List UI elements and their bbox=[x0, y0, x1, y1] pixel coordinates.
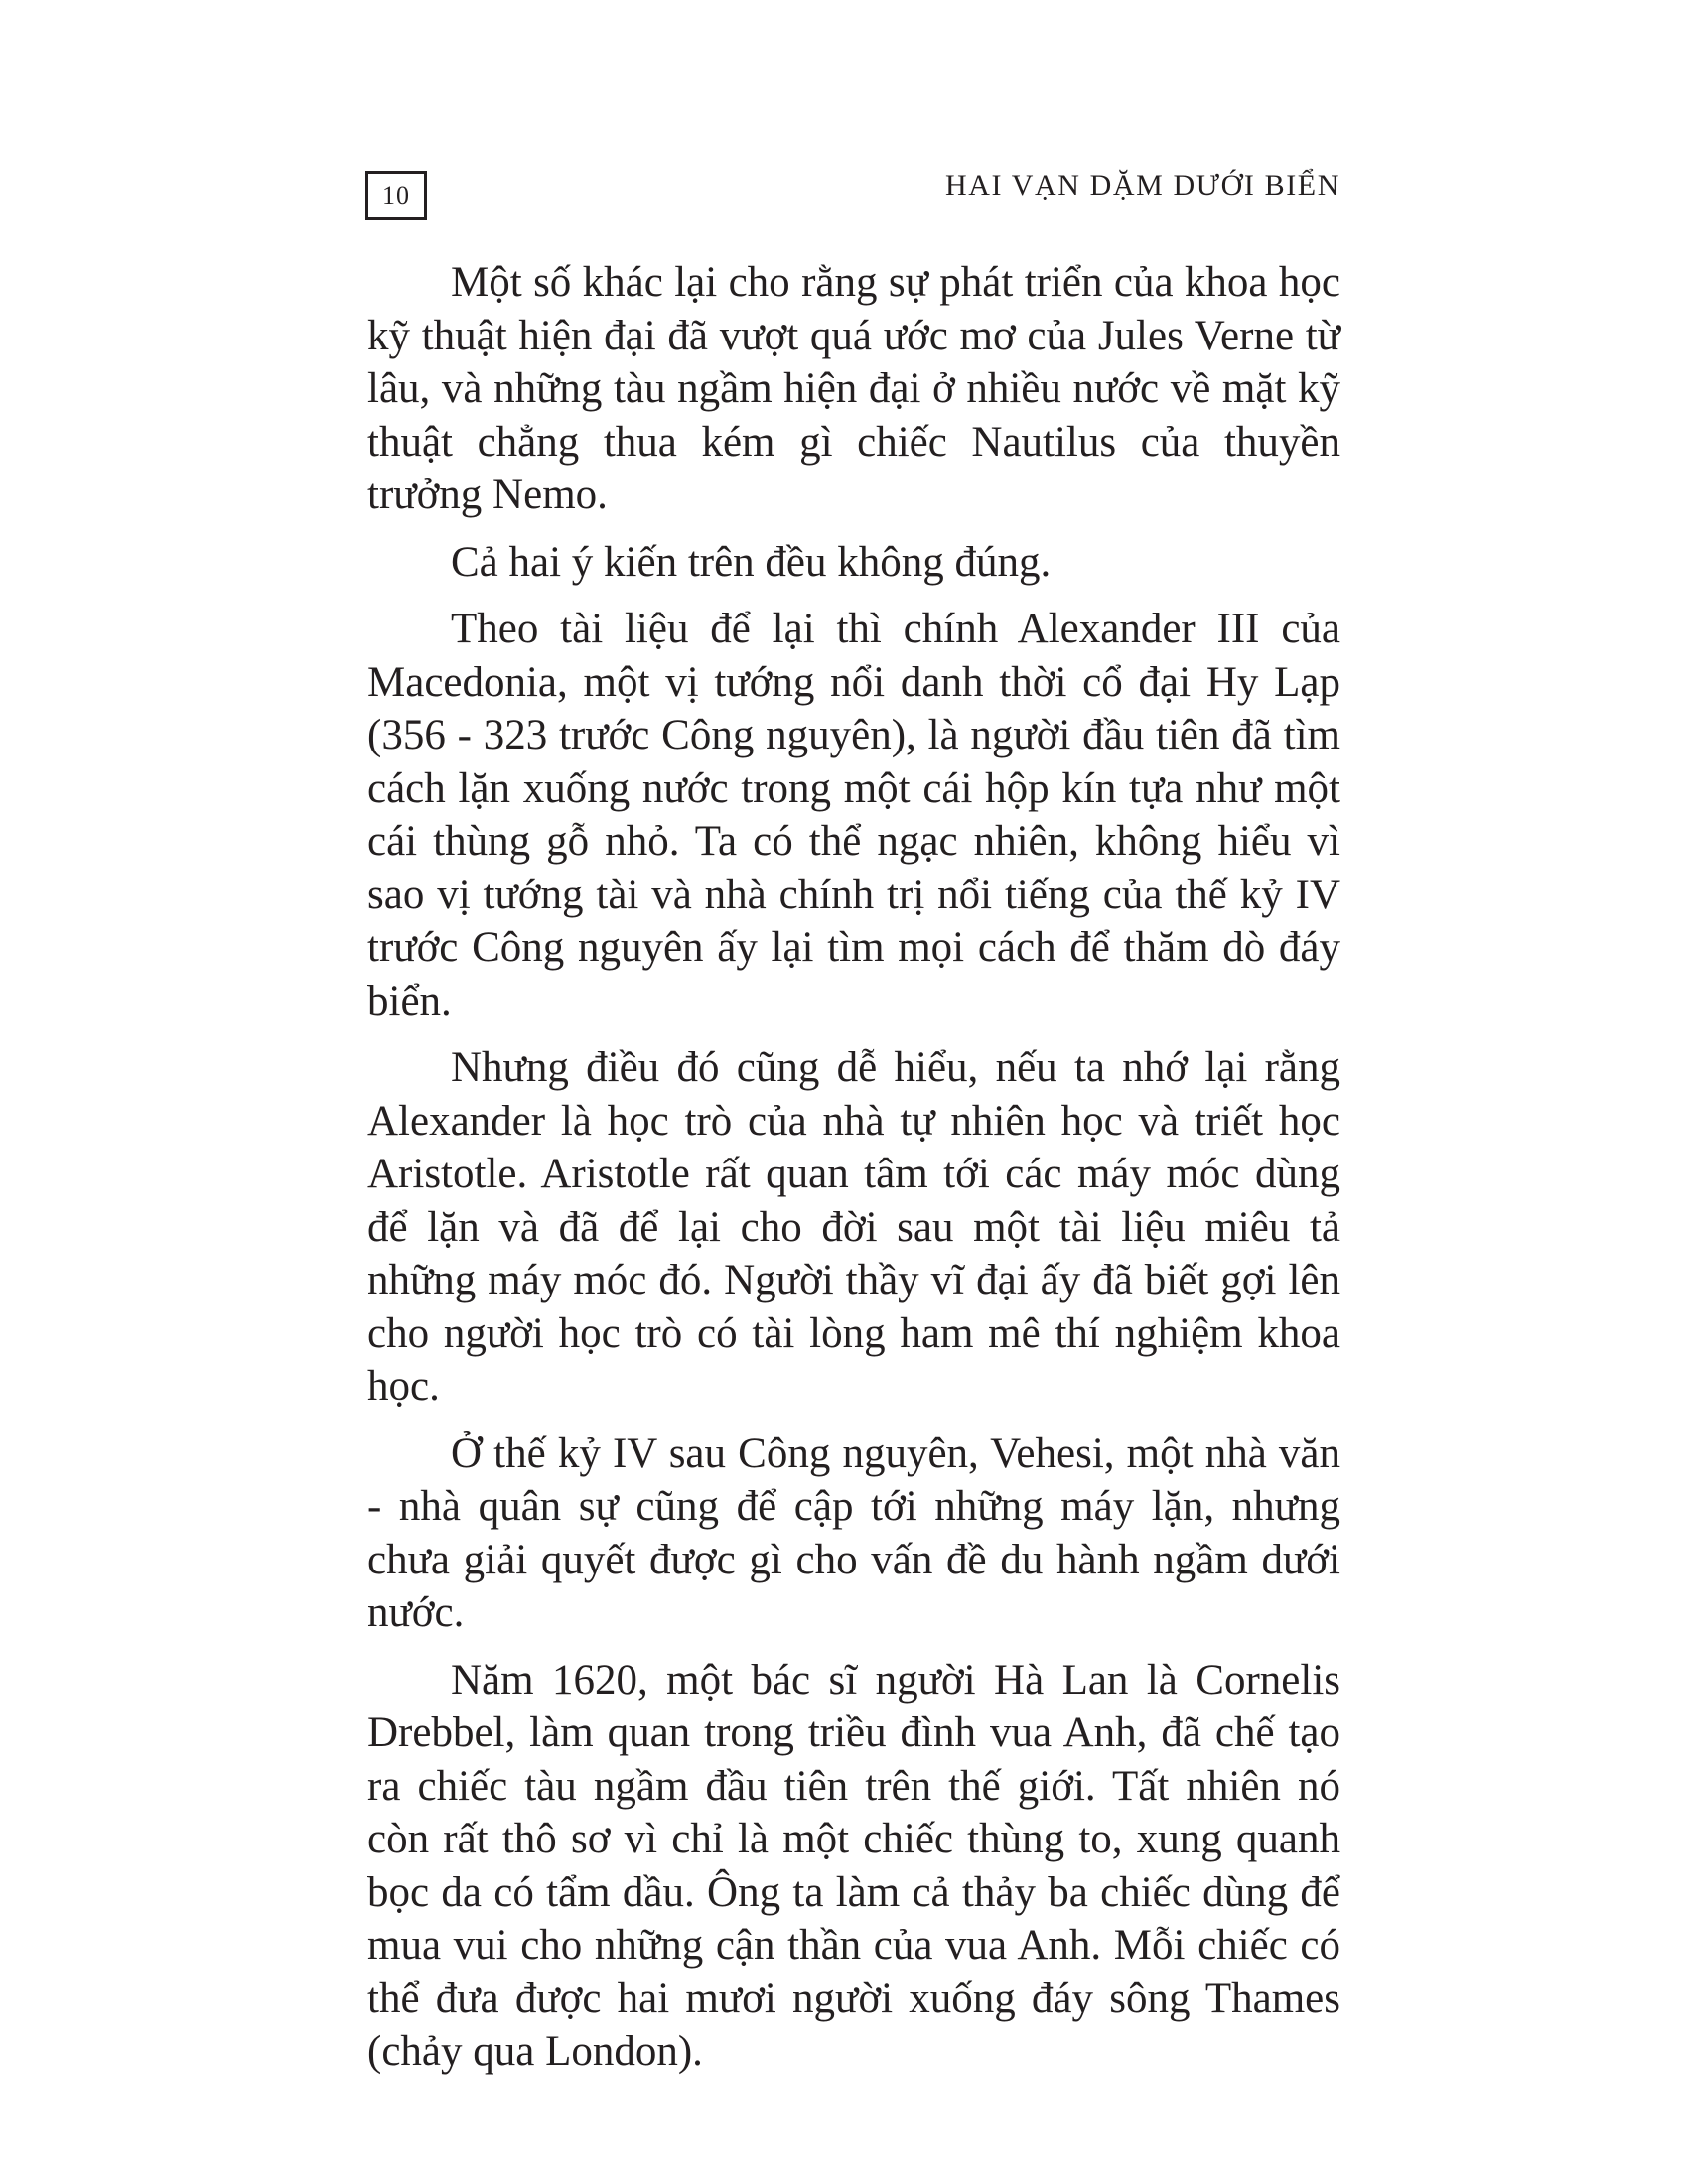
body-text bbox=[367, 256, 1340, 2093]
paragraph: Một số khác lại cho rằng sự phát triển của khoa học kỹ thuật hiện đại đã vượt quá ước mơ của Jules Verne từ lâu, và những tàu ngầm hiện đại ở nhiều nước về mặt kỹ thuật chẳng thua kém gì chiếc Nautilus của thuyền trưởng Nemo. bbox=[367, 259, 1340, 518]
paragraph: Cả hai ý kiến trên đều không đúng. bbox=[451, 538, 1052, 586]
paragraph: Theo tài liệu để lại thì chính Alexander III của Macedonia, một vị tướng nổi danh thời cổ đại Hy Lạp (356 - 323 trước Công nguyên), là người đầu tiên đã tìm cách lặn xuống nước trong một cái hộp kín tựa như một cái thùng gỗ nhỏ. Ta có thể ngạc nhiên, không hiểu vì sao vị tướng tài và nhà chính trị nổi tiếng của thế kỷ IV trước Công nguyên ấy lại tìm mọi cách để thăm dò đáy biển. bbox=[367, 606, 1340, 1024]
page-number: 10 bbox=[365, 171, 427, 220]
running-title: HAI VẠN DẶM DƯỚI BIỂN bbox=[945, 169, 1340, 202]
paragraph: Năm 1620, một bác sĩ người Hà Lan là Cornelis Drebbel, làm quan trong triều đình vua Anh, đã chế tạo ra chiếc tàu ngầm đầu tiên trên thế giới. Tất nhiên nó còn rất thô sơ vì chỉ là một chiếc thùng to, xung quanh bọc da có tẩm dầu. Ông ta làm cả thảy ba chiếc dùng để mua vui cho những cận thần của vua Anh. Mỗi chiếc có thể đưa được hai mươi người xuống đáy sông Thames (chảy qua London). bbox=[367, 1656, 1340, 2075]
paragraph: Nhưng điều đó cũng dễ hiểu, nếu ta nhớ lại rằng Alexander là học trò của nhà tự nhiên học và triết học Aristotle. Aristotle rất quan tâm tới các máy móc dùng để lặn và đã để lại cho đời sau một tài liệu miêu tả những máy móc đó. Người thầy vĩ đại ấy đã biết gợi lên cho người học trò có tài lòng ham mê thí nghiệm khoa học. bbox=[367, 1044, 1340, 1410]
paragraph: Ở thế kỷ IV sau Công nguyên, Vehesi, một nhà văn - nhà quân sự cũng để cập tới những máy lặn, nhưng chưa giải quyết được gì cho vấn đề du hành ngầm dưới nước. bbox=[367, 1430, 1340, 1636]
